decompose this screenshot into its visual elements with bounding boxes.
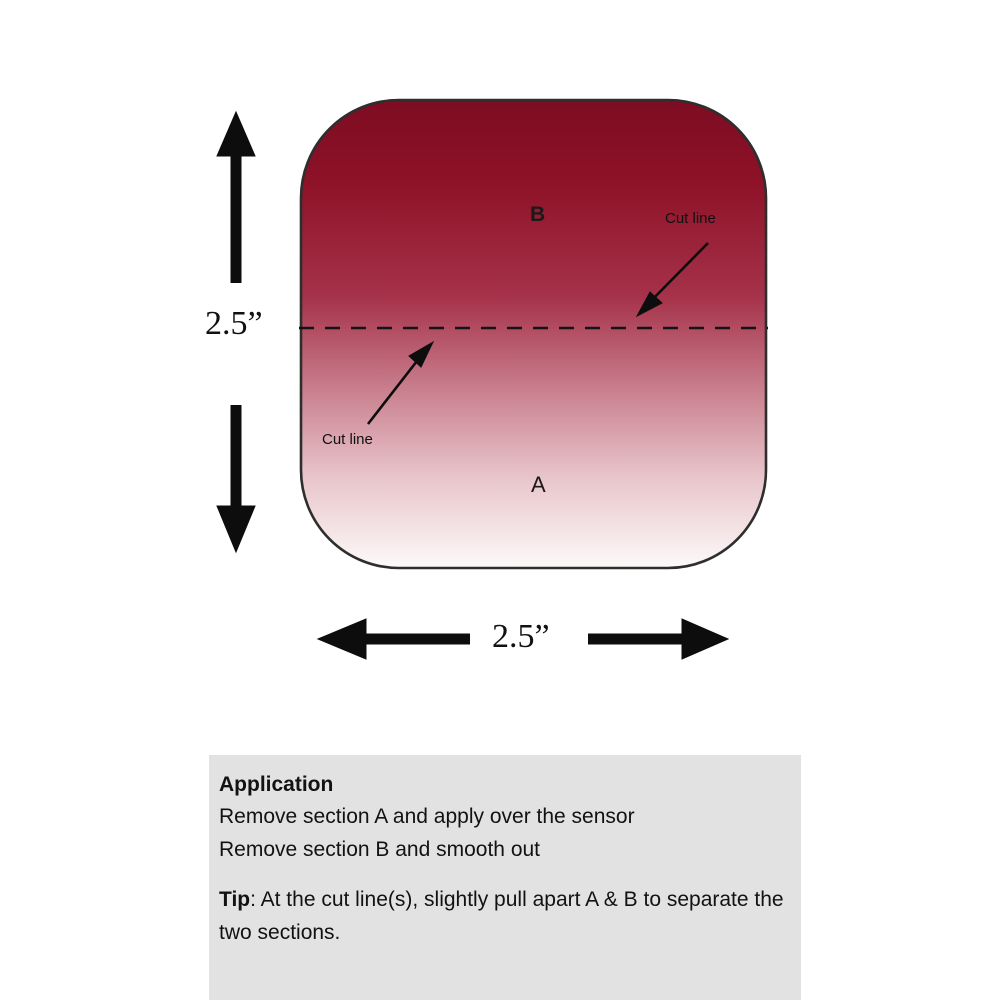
horizontal-dimension-label: 2.5”: [492, 618, 550, 655]
application-tip-label: Tip: [219, 888, 251, 912]
cut-line-label-bottom: Cut line: [322, 431, 373, 448]
section-label-a: A: [531, 472, 546, 497]
cut-line-label-top: Cut line: [665, 210, 716, 227]
application-line-2: Remove section B and smooth out: [219, 837, 541, 861]
vertical-dimension-label: 2.5”: [205, 305, 263, 342]
application-title: Application: [219, 773, 334, 796]
application-tip-text: : At the cut line(s), slightly pull apart A & B to separate the two sections.: [219, 888, 784, 944]
application-note-box: [209, 755, 801, 1000]
application-spacer: [219, 866, 791, 884]
section-label-b: B: [530, 203, 546, 226]
application-tip: [219, 884, 791, 949]
application-line-1: Remove section A and apply over the sensor: [219, 805, 635, 829]
